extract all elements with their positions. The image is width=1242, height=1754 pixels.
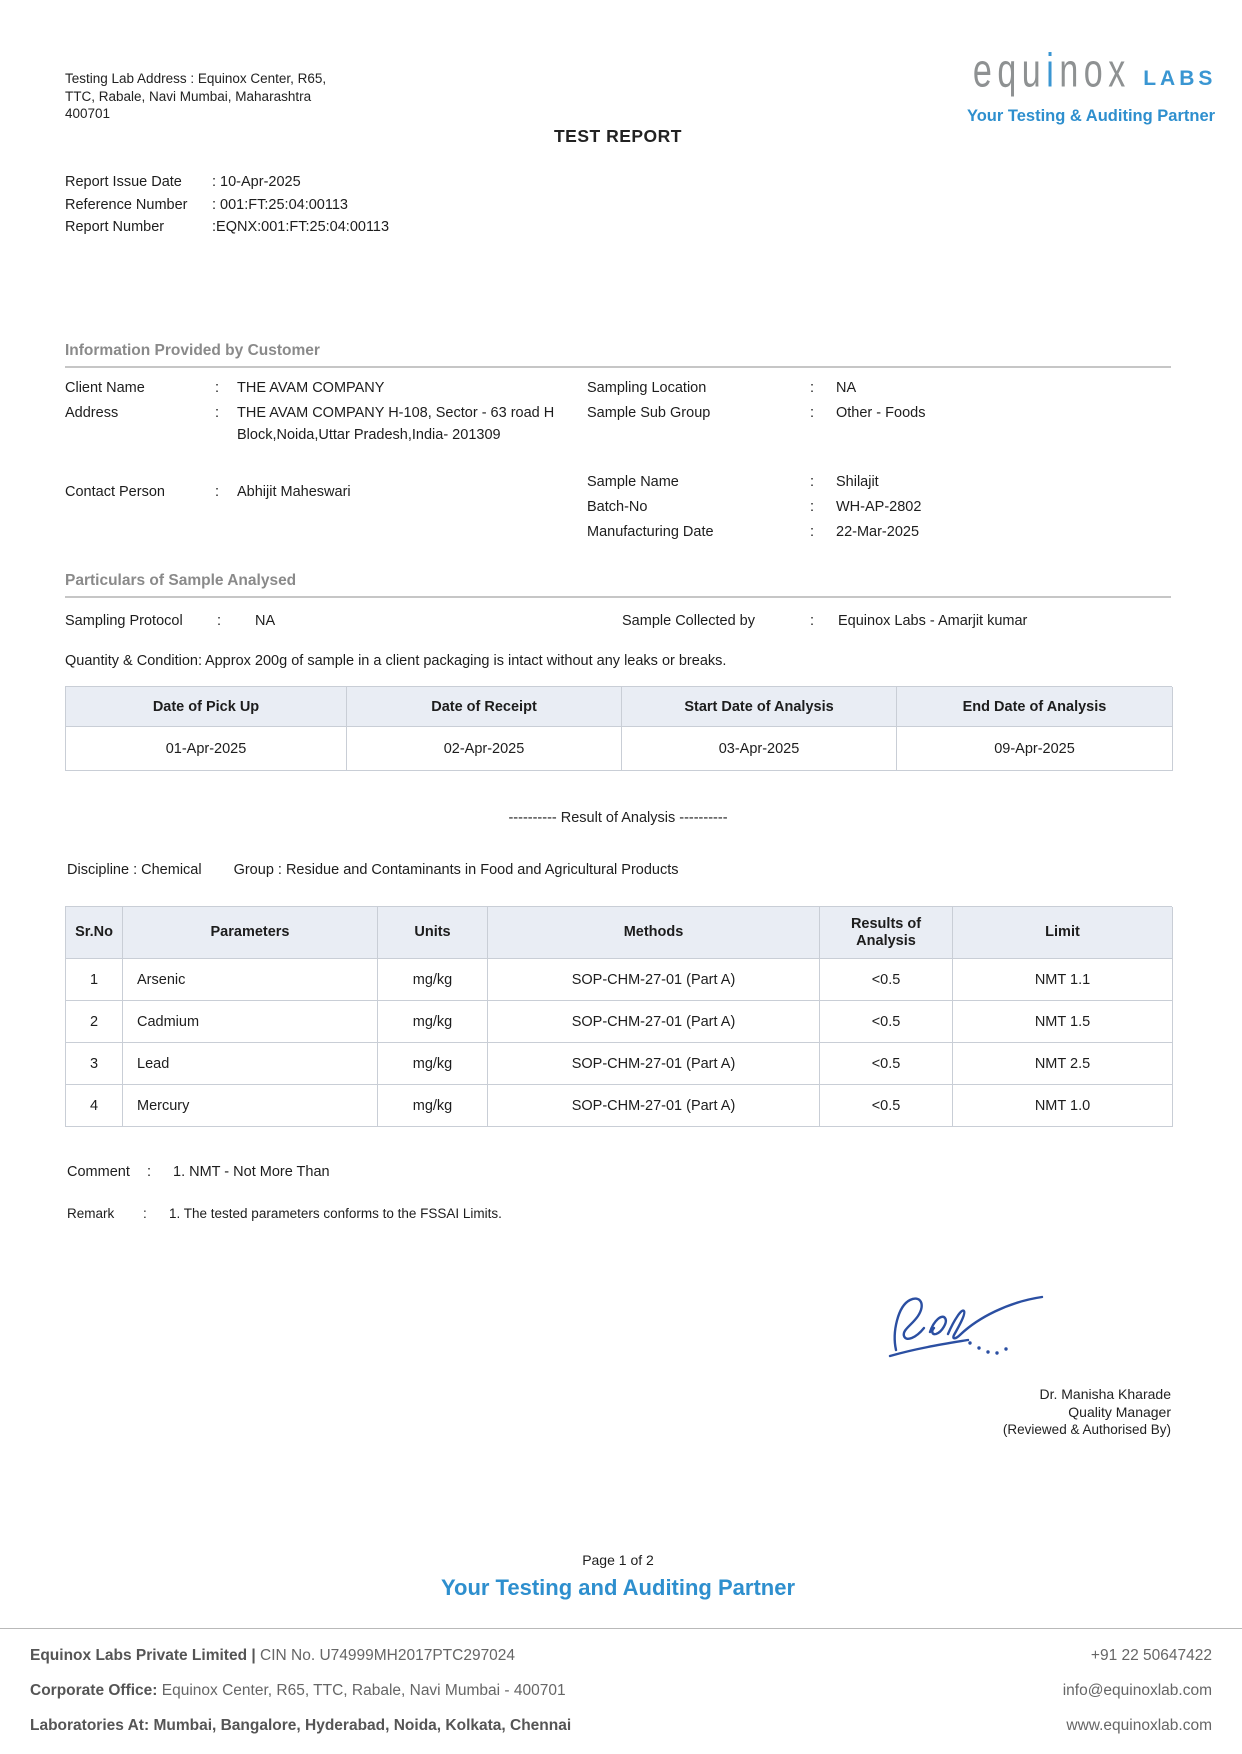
sample-name-row: Sample Name : Shilajit xyxy=(587,474,879,490)
results-header-parameters: Parameters xyxy=(123,907,378,959)
report-number-row xyxy=(65,216,389,239)
table-cell: NMT 2.5 xyxy=(953,1043,1173,1085)
corporate-office-line: Corporate Office: Equinox Center, R65, TTC, Rabale, Navi Mumbai - 400701 xyxy=(30,1682,566,1699)
signatory-note: (Reviewed & Authorised By) xyxy=(1002,1422,1171,1437)
table-cell: Arsenic xyxy=(123,959,378,1001)
footer xyxy=(30,1645,1212,1750)
table-cell: <0.5 xyxy=(820,959,953,1001)
section-heading-customer-info: Information Provided by Customer xyxy=(65,342,1171,368)
batch-no-row: Batch-No : WH-AP-2802 xyxy=(587,499,922,515)
sampling-location-row: Sampling Location : NA xyxy=(587,380,857,396)
meta-value: :EQNX:001:FT:25:04:00113 xyxy=(212,219,390,235)
meta-value: : 10-Apr-2025 xyxy=(212,174,301,190)
meta-label: Reference Number xyxy=(65,196,188,213)
results-header-srno: Sr.No xyxy=(66,907,123,959)
section-heading-particulars: Particulars of Sample Analysed xyxy=(65,572,1171,598)
sample-sub-group-row: Sample Sub Group : Other - Foods xyxy=(587,405,926,421)
manufacturing-date-row: Manufacturing Date : 22-Mar-2025 xyxy=(587,524,920,540)
page-title: TEST REPORT xyxy=(553,126,682,146)
table-cell: NMT 1.0 xyxy=(953,1085,1173,1127)
table-cell: mg/kg xyxy=(378,1043,488,1085)
footer-divider xyxy=(0,1628,1242,1629)
footer-row-company xyxy=(30,1645,1212,1666)
quantity-condition-row: Quantity & Condition: Approx 200g of sample in a client packaging is intact without any leaks or breaks. xyxy=(65,653,727,669)
date-of-receipt: 02-Apr-2025 xyxy=(347,727,622,771)
address-row: Address : THE AVAM COMPANY H-108, Sector - 63 road H Block,Noida,Uttar Pradesh,India- 201309 xyxy=(65,405,555,443)
contact-person-row: Contact Person : Abhijit Maheswari xyxy=(65,484,351,500)
table-cell: SOP-CHM-27-01 (Part A) xyxy=(488,959,820,1001)
table-cell: <0.5 xyxy=(820,1085,953,1127)
logo-labs-text: LABS xyxy=(1143,67,1217,90)
report-meta xyxy=(65,171,389,239)
page-number: Page 1 of 2 xyxy=(582,1552,654,1568)
results-header-units: Units xyxy=(378,907,488,959)
lab-address-line: TTC, Rabale, Navi Mumbai, Maharashtra xyxy=(65,88,312,104)
logo-blue-i: i xyxy=(1045,44,1059,97)
discipline-group-row xyxy=(67,862,679,878)
table-cell: 4 xyxy=(66,1085,123,1127)
table-cell: Lead xyxy=(123,1043,378,1085)
table-cell: <0.5 xyxy=(820,1001,953,1043)
footer-row-office xyxy=(30,1680,1212,1701)
lab-address-line: Testing Lab Address : Equinox Center, R65, xyxy=(65,71,327,86)
dates-table-header: Date of Receipt xyxy=(347,687,622,727)
sample-collected-by: Sample Collected by : Equinox Labs - Amarjit kumar xyxy=(622,613,1028,629)
footer-row-laboratories xyxy=(30,1715,1212,1736)
table-cell: mg/kg xyxy=(378,959,488,1001)
customer-info-left-column xyxy=(65,377,587,546)
table-cell: 1 xyxy=(66,959,123,1001)
table-cell: <0.5 xyxy=(820,1043,953,1085)
laboratories-line: Laboratories At: Mumbai, Bangalore, Hyderabad, Noida, Kolkata, Chennai xyxy=(30,1717,572,1734)
end-date-of-analysis: 09-Apr-2025 xyxy=(897,727,1173,771)
comment-row: Comment : 1. NMT - Not More Than xyxy=(67,1164,330,1180)
equinox-labs-logo xyxy=(956,44,1226,126)
footer-tagline: Your Testing and Auditing Partner xyxy=(440,1575,796,1600)
table-cell: NMT 1.5 xyxy=(953,1001,1173,1043)
lab-address xyxy=(65,70,375,123)
meta-value: : 001:FT:25:04:00113 xyxy=(212,196,348,213)
dates-table xyxy=(65,686,1172,771)
result-of-analysis-divider: ---------- Result of Analysis ---------- xyxy=(508,810,728,826)
results-table xyxy=(65,906,1172,1127)
table-cell: Cadmium xyxy=(123,1001,378,1043)
customer-info-grid xyxy=(65,377,1171,546)
reference-number-row xyxy=(65,194,389,217)
table-cell: SOP-CHM-27-01 (Part A) xyxy=(488,1085,820,1127)
table-cell: 3 xyxy=(66,1043,123,1085)
footer-website: www.equinoxlab.com xyxy=(1066,1717,1212,1734)
table-cell: SOP-CHM-27-01 (Part A) xyxy=(488,1043,820,1085)
signatory-block xyxy=(1003,1386,1171,1439)
dates-table-header: End Date of Analysis xyxy=(897,687,1173,727)
footer-email: info@equinoxlab.com xyxy=(1062,1682,1212,1699)
footer-phone: +91 22 50647422 xyxy=(1090,1647,1212,1664)
logo-tagline: Your Testing & Auditing Partner xyxy=(966,107,1216,125)
results-header-results: Results of Analysis xyxy=(820,907,953,959)
signature-icon xyxy=(882,1290,1054,1370)
group-label: Group : Residue and Contaminants in Food and Agricultural Products xyxy=(233,862,679,878)
logo-wordmark xyxy=(956,44,1226,98)
table-cell: SOP-CHM-27-01 (Part A) xyxy=(488,1001,820,1043)
discipline-label: Discipline : Chemical xyxy=(67,862,202,878)
meta-label: Report Number xyxy=(65,219,165,235)
table-cell: 2 xyxy=(66,1001,123,1043)
logo-equinox-text: equinox xyxy=(972,44,1131,97)
client-name-row: Client Name : THE AVAM COMPANY xyxy=(65,380,385,396)
remark-row: Remark : 1. The tested parameters conforms to the FSSAI Limits. xyxy=(67,1206,502,1221)
meta-label: Report Issue Date xyxy=(65,174,182,190)
dates-table-header: Start Date of Analysis xyxy=(622,687,897,727)
signatory-name: Dr. Manisha Kharade xyxy=(1039,1386,1171,1402)
date-of-pick-up: 01-Apr-2025 xyxy=(66,727,347,771)
table-cell: mg/kg xyxy=(378,1085,488,1127)
table-cell: mg/kg xyxy=(378,1001,488,1043)
signatory-title: Quality Manager xyxy=(1068,1403,1171,1420)
results-header-limit: Limit xyxy=(953,907,1173,959)
table-cell: Mercury xyxy=(123,1085,378,1127)
table-cell: NMT 1.1 xyxy=(953,959,1173,1001)
sampling-protocol: Sampling Protocol : NA xyxy=(65,613,276,629)
dates-table-header: Date of Pick Up xyxy=(66,687,347,727)
start-date-of-analysis: 03-Apr-2025 xyxy=(622,727,897,771)
company-line: Equinox Labs Private Limited | CIN No. U74999MH2017PTC297024 xyxy=(30,1647,516,1664)
results-header-methods: Methods xyxy=(488,907,820,959)
report-issue-date-row xyxy=(65,171,389,194)
customer-info-right-column xyxy=(587,377,1171,546)
lab-address-line: 400701 xyxy=(65,106,111,121)
